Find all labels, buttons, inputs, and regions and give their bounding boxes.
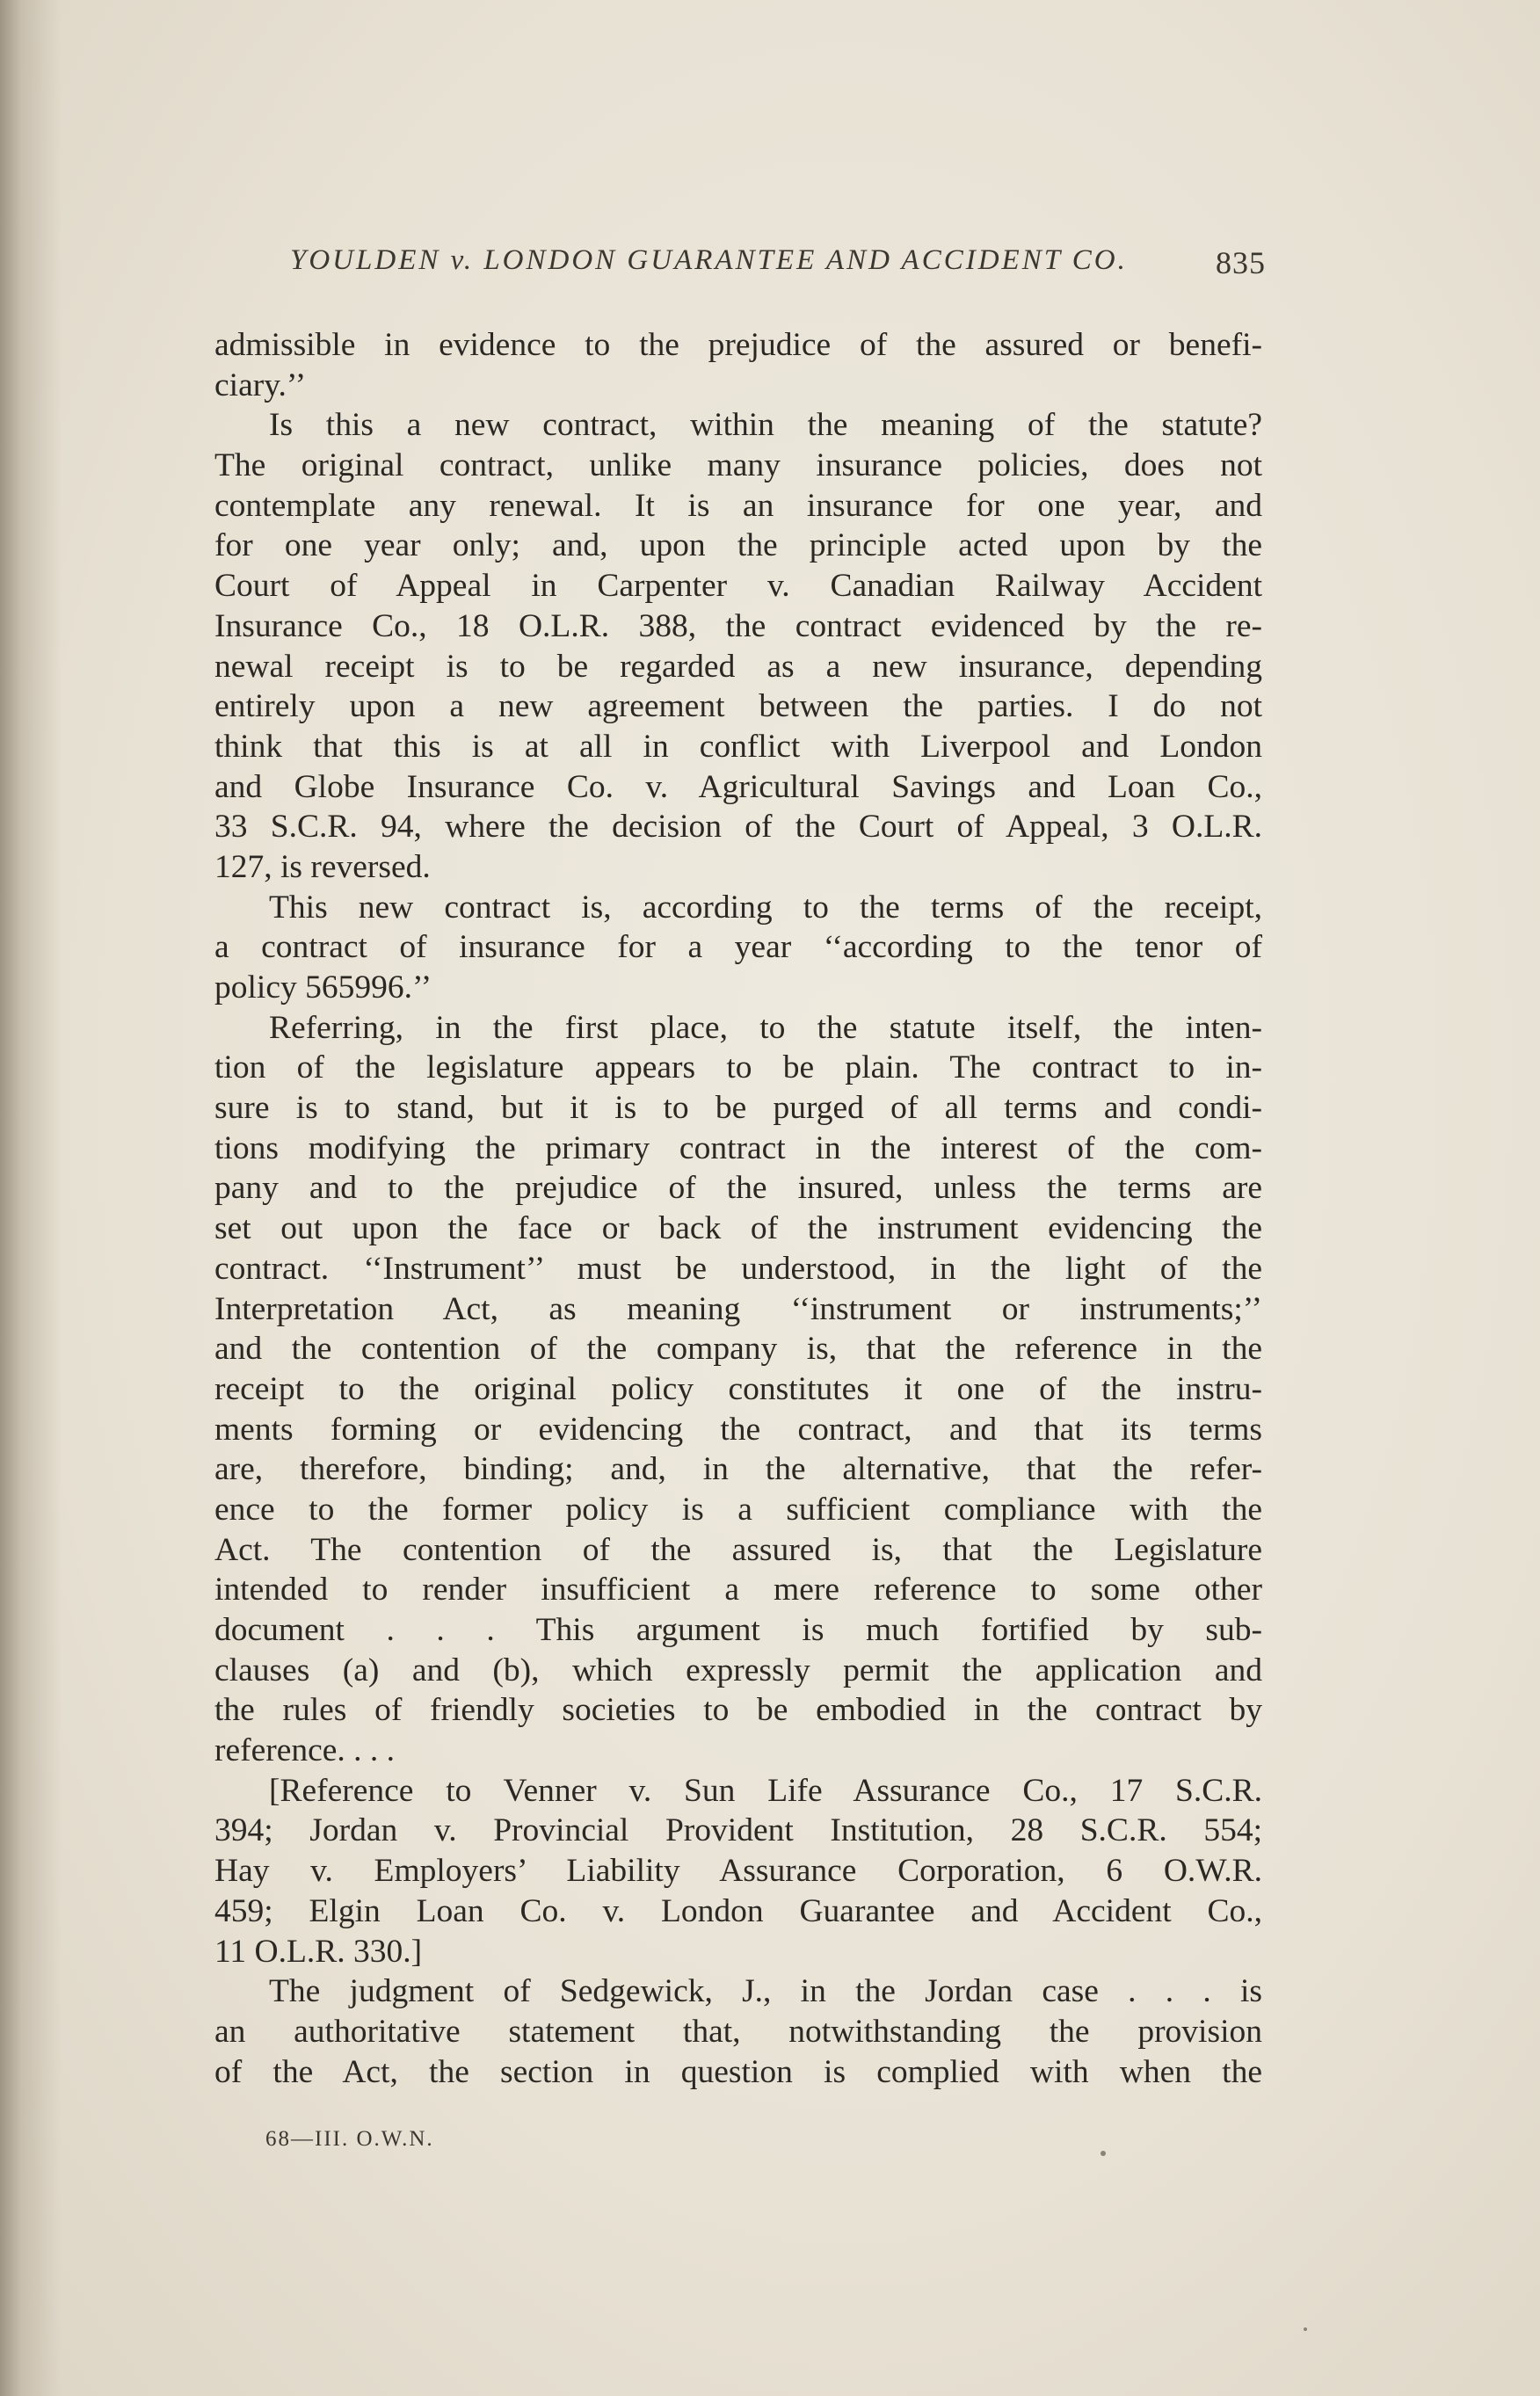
text-line: 459; Elgin Loan Co. v. London Guarantee and Accident Co.,: [214, 1892, 1262, 1929]
text-line: the rules of friendly societies to be embodied in the contract by: [214, 1692, 1262, 1729]
text-line: tion of the legislature appears to be plain. The contract to in-: [214, 1049, 1262, 1086]
text-line: newal receipt is to be regarded as a new insurance, depending: [214, 648, 1262, 685]
text-line: The judgment of Sedgewick, J., in the Jordan case . . . is: [269, 1973, 1262, 2010]
text-line: document . . . This argument is much fortified by sub-: [214, 1612, 1262, 1648]
text-line: contemplate any renewal. It is an insurance for one year, and: [214, 487, 1262, 524]
text-line: think that this is at all in conflict with Liverpool and London: [214, 728, 1262, 765]
text-line: The original contract, unlike many insurance policies, does not: [214, 447, 1262, 484]
paper-speck: [1304, 2327, 1307, 2331]
text-line: policy 565996.’’: [214, 969, 432, 1006]
text-line: admissible in evidence to the prejudice of the assured or benefi-: [214, 327, 1262, 363]
text-line: set out upon the face or back of the instrument evidencing the: [214, 1210, 1262, 1247]
text-line: contract. ‘‘Instrument’’ must be understood, in the light of the: [214, 1250, 1262, 1287]
text-line: receipt to the original policy constitutes it one of the instru-: [214, 1370, 1262, 1407]
body-text: [214, 325, 1262, 2092]
text-line: are, therefore, binding; and, in the alternative, that the refer-: [214, 1451, 1262, 1488]
text-line: entirely upon a new agreement between the parties. I do not: [214, 688, 1262, 725]
text-line: Hay v. Employers’ Liability Assurance Corporation, 6 O.W.R.: [214, 1853, 1262, 1890]
text-line: This new contract is, according to the terms of the receipt,: [269, 889, 1262, 926]
text-line: ments forming or evidencing the contract, and that its terms: [214, 1411, 1262, 1448]
text-line: Interpretation Act, as meaning ‘‘instrument or instruments;’’: [214, 1290, 1262, 1327]
text-line: clauses (a) and (b), which expressly permit the application and: [214, 1652, 1262, 1688]
text-line: 394; Jordan v. Provincial Provident Institution, 28 S.C.R. 554;: [214, 1812, 1262, 1849]
text-line: intended to render insufficient a mere reference to some other: [214, 1572, 1262, 1608]
text-line: 127, is reversed.: [214, 848, 431, 885]
text-line: tions modifying the primary contract in the interest of the com-: [214, 1129, 1262, 1166]
text-line: [Reference to Venner v. Sun Life Assurance Co., 17 S.C.R.: [269, 1772, 1262, 1809]
text-line: and Globe Insurance Co. v. Agricultural Savings and Loan Co.,: [214, 768, 1262, 805]
signature-mark: 68—III. O.W.N.: [265, 2127, 434, 2151]
text-line: reference. . . .: [214, 1732, 396, 1769]
text-line: of the Act, the section in question is complied with when the: [214, 2053, 1262, 2090]
text-line: ciary.’’: [214, 367, 307, 403]
text-line: ence to the former policy is a sufficient compliance with the: [214, 1491, 1262, 1528]
text-line: an authoritative statement that, notwithstanding the provision: [214, 2013, 1262, 2050]
running-title: YOULDEN v. LONDON GUARANTEE AND ACCIDENT CO.: [290, 244, 1128, 276]
page-number: 835: [1216, 245, 1266, 280]
text-line: Is this a new contract, within the meaning of the statute?: [269, 407, 1262, 444]
text-line: Act. The contention of the assured is, that the Legislature: [214, 1531, 1262, 1568]
running-head: [290, 244, 1266, 288]
text-line: 33 S.C.R. 94, where the decision of the Court of Appeal, 3 O.L.R.: [214, 809, 1262, 846]
text-line: 11 O.L.R. 330.]: [214, 1933, 423, 1970]
text-line: pany and to the prejudice of the insured, unless the terms are: [214, 1170, 1262, 1207]
text-line: Court of Appeal in Carpenter v. Canadian Railway Accident: [214, 568, 1262, 605]
text-line: a contract of insurance for a year ‘‘according to the tenor of: [214, 929, 1262, 966]
text-line: and the contention of the company is, that the reference in the: [214, 1331, 1262, 1368]
paper-speck: [1101, 2151, 1106, 2156]
text-line: Insurance Co., 18 O.L.R. 388, the contract evidenced by the re-: [214, 607, 1262, 644]
text-line: sure is to stand, but it is to be purged of all terms and condi-: [214, 1090, 1262, 1127]
text-line: for one year only; and, upon the principle acted upon by the: [214, 527, 1262, 564]
binding-gutter-shadow: [0, 0, 62, 2396]
text-line: Referring, in the first place, to the statute itself, the inten-: [269, 1009, 1262, 1046]
